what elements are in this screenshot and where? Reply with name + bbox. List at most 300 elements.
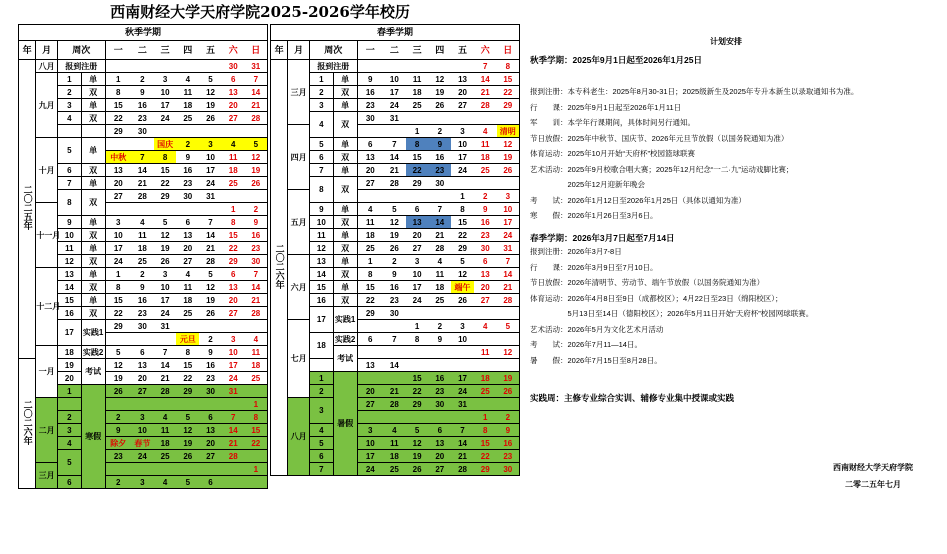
day-cell [245, 385, 268, 398]
day-cell: 15 [222, 229, 245, 242]
month-cell: 八月 [288, 398, 310, 476]
autumn-lines-line: 艺术活动：2025年9月校歌合唱大赛；2025年12月纪念“一二·九”运动戏脚比赛； [530, 164, 794, 174]
day-cell: 21 [497, 281, 520, 294]
day-cell: 23 [176, 177, 199, 190]
day-cell: 10 [154, 281, 177, 294]
day-cell: 4 [357, 203, 383, 216]
day-cell: 27 [357, 398, 383, 411]
day-cell: 23 [428, 385, 451, 398]
day-cell: 17 [406, 281, 429, 294]
day-cell [357, 346, 383, 359]
week-type: 实践1 [333, 307, 357, 333]
day-cell: 28 [154, 385, 177, 398]
day-cell: 8 [451, 203, 474, 216]
day-cell: 24 [451, 385, 474, 398]
day-cell: 6 [222, 73, 245, 86]
day-cell: 24 [131, 450, 154, 463]
day-cell: 10 [357, 437, 383, 450]
autumn-lines-line: 节日放假：2025年中秋节、国庆节、2026年元旦节放假（以国务院通知为准） [530, 133, 789, 143]
day-cell: 28 [428, 242, 451, 255]
day-cell: 25 [428, 294, 451, 307]
day-cell [222, 398, 245, 411]
day-cell: 12 [497, 138, 520, 151]
autumn-header: 秋季学期 [19, 25, 268, 41]
day-cell: 5 [451, 255, 474, 268]
day-cell: 9 [199, 346, 222, 359]
day-cell: 28 [199, 255, 222, 268]
col-wed: 三 [406, 41, 429, 60]
day-cell: 2 [428, 125, 451, 138]
day-cell [131, 138, 154, 151]
day-cell: 4 [474, 320, 497, 333]
day-cell: 1 [357, 255, 383, 268]
week-number: 1 [57, 385, 81, 398]
autumn-calendar-table [18, 24, 268, 489]
autumn-lines-line: 报到注册：本专科老生：2025年8月30-31日；2025级新生及2025年专升本新生以录取通知书为准。 [530, 87, 859, 96]
col-tue: 二 [131, 41, 154, 60]
month-cell: 二月 [36, 398, 58, 463]
day-cell: 18 [176, 99, 199, 112]
day-cell: 16 [245, 229, 268, 242]
day-cell: 25 [176, 307, 199, 320]
day-cell [222, 320, 245, 333]
day-cell: 28 [474, 99, 497, 112]
day-cell: 4 [176, 268, 199, 281]
week-number: 2 [309, 385, 333, 398]
day-cell: 27 [222, 112, 245, 125]
day-cell: 12 [383, 216, 406, 229]
day-cell: 15 [474, 437, 497, 450]
day-cell [451, 112, 474, 125]
day-cell: 2 [105, 476, 131, 489]
day-cell: 5 [497, 320, 520, 333]
day-cell: 20 [222, 99, 245, 112]
day-cell: 24 [154, 112, 177, 125]
week-number [309, 359, 333, 372]
day-cell: 4 [176, 73, 199, 86]
month-cell: 七月 [288, 320, 310, 398]
day-cell: 7 [154, 346, 177, 359]
day-cell: 11 [154, 424, 177, 437]
day-cell: 16 [428, 151, 451, 164]
day-cell: 30 [222, 60, 245, 73]
col-month: 月 [288, 41, 310, 60]
day-cell: 5 [406, 424, 429, 437]
day-cell: 19 [428, 86, 451, 99]
week-number: 11 [57, 242, 81, 255]
day-cell: 28 [245, 307, 268, 320]
autumn-lines-line: 考 试：2026年1月12日至2026年1月25日（具体以通知为准） [530, 195, 746, 205]
day-cell: 1 [406, 125, 429, 138]
day-cell [383, 190, 406, 203]
week-type: 实践2 [334, 334, 356, 344]
day-cell: 23 [199, 372, 222, 385]
day-cell: 10 [383, 73, 406, 86]
day-cell: 15 [176, 359, 199, 372]
day-cell: 7 [383, 333, 406, 346]
week-number: 16 [309, 294, 333, 307]
day-cell: 11 [406, 73, 429, 86]
day-cell: 14 [222, 424, 245, 437]
week-number: 2 [57, 86, 81, 99]
day-cell: 25 [383, 463, 406, 476]
day-cell: 21 [154, 372, 177, 385]
week-number: 20 [57, 372, 81, 385]
week-number: 4 [57, 437, 81, 450]
week-row [271, 190, 520, 203]
day-cell: 10 [406, 268, 429, 281]
day-cell: 9 [428, 333, 451, 346]
day-cell [497, 177, 520, 190]
day-cell: 元旦 [176, 333, 199, 346]
day-cell: 18 [154, 437, 177, 450]
day-cell: 2 [105, 411, 131, 424]
week-number: 3 [309, 99, 333, 112]
day-cell [199, 125, 222, 138]
practice-note: 实践周：主修专业综合实训、辅修专业集中授课或实践 [530, 393, 735, 403]
day-cell [474, 177, 497, 190]
day-cell: 25 [176, 112, 199, 125]
day-cell: 24 [383, 99, 406, 112]
day-cell [357, 60, 383, 73]
day-cell: 端午 [451, 281, 474, 294]
day-cell [451, 346, 474, 359]
week-type: 单 [81, 268, 105, 281]
day-cell: 22 [406, 164, 429, 177]
day-cell: 28 [383, 177, 406, 190]
day-cell: 31 [154, 320, 177, 333]
day-cell: 28 [383, 398, 406, 411]
day-cell [497, 307, 520, 320]
day-cell: 21 [222, 437, 245, 450]
day-cell: 17 [451, 151, 474, 164]
day-cell: 22 [222, 242, 245, 255]
day-cell: 27 [105, 190, 131, 203]
day-cell: 4 [154, 411, 177, 424]
day-cell: 1 [222, 203, 245, 216]
day-cell: 7 [497, 255, 520, 268]
week-type: 单 [81, 216, 105, 229]
day-cell: 8 [222, 216, 245, 229]
month-cell: 三月 [288, 60, 310, 125]
day-cell: 30 [497, 463, 520, 476]
day-cell: 23 [383, 294, 406, 307]
day-cell: 29 [474, 463, 497, 476]
day-cell [406, 112, 429, 125]
day-cell: 25 [474, 164, 497, 177]
day-cell [383, 411, 406, 424]
week-type: 单 [333, 281, 357, 294]
week-type: 考试 [333, 346, 357, 372]
day-cell: 4 [131, 216, 154, 229]
day-cell: 10 [105, 229, 131, 242]
day-cell: 16 [131, 99, 154, 112]
day-cell [451, 60, 474, 73]
day-cell: 18 [245, 359, 268, 372]
day-cell [474, 112, 497, 125]
day-cell: 27 [474, 294, 497, 307]
day-cell: 19 [199, 99, 222, 112]
day-cell: 30 [474, 242, 497, 255]
spring-lines-line: 5月13日至14日（德阳校区）；2026年5月11日开始“天府杯”校园网球联赛。 [530, 309, 814, 318]
day-cell: 20 [357, 164, 383, 177]
day-cell: 13 [199, 424, 222, 437]
day-cell: 23 [245, 242, 268, 255]
day-cell: 14 [497, 268, 520, 281]
day-cell: 4 [154, 476, 177, 489]
day-cell: 9 [131, 86, 154, 99]
spring-lines-line: 暑 假：2026年7月15日至8月28日。 [530, 355, 662, 365]
day-cell: 2 [497, 411, 520, 424]
day-cell [406, 190, 429, 203]
day-cell: 17 [357, 450, 383, 463]
day-cell: 3 [451, 125, 474, 138]
day-cell [245, 190, 268, 203]
day-cell [176, 125, 199, 138]
week-type: 双 [81, 112, 105, 125]
day-cell: 26 [105, 385, 131, 398]
day-cell: 14 [383, 151, 406, 164]
col-week: 周次 [57, 41, 105, 60]
day-cell: 11 [474, 138, 497, 151]
day-cell: 16 [176, 164, 199, 177]
day-cell: 2 [428, 320, 451, 333]
week-number: 15 [57, 294, 81, 307]
day-cell [357, 125, 383, 138]
week-type: 单 [333, 164, 357, 177]
day-cell [451, 177, 474, 190]
day-cell: 21 [199, 242, 222, 255]
week-type: 单 [333, 229, 357, 242]
col-sun: 日 [245, 41, 268, 60]
day-cell: 20 [357, 385, 383, 398]
day-cell [154, 333, 177, 346]
day-cell: 18 [131, 242, 154, 255]
day-cell [105, 333, 131, 346]
year-label: 二〇二五年 [22, 185, 33, 230]
spring-calendar-table [270, 24, 520, 476]
week-type: 双 [333, 268, 357, 281]
day-cell: 7 [245, 73, 268, 86]
month-cell: 九月 [36, 73, 58, 138]
col-wed: 三 [154, 41, 177, 60]
day-cell: 2 [131, 73, 154, 86]
day-cell: 3 [131, 476, 154, 489]
day-cell: 8 [474, 424, 497, 437]
day-cell: 29 [222, 255, 245, 268]
col-week: 周次 [309, 41, 357, 60]
day-cell [428, 411, 451, 424]
day-cell: 18 [357, 229, 383, 242]
week-row [19, 398, 268, 411]
day-cell: 5 [105, 346, 131, 359]
plan-heading: 计划安排 [710, 37, 742, 46]
day-cell: 27 [199, 450, 222, 463]
day-cell: 22 [154, 177, 177, 190]
day-cell: 21 [383, 385, 406, 398]
day-cell: 2 [199, 333, 222, 346]
day-cell: 29 [154, 190, 177, 203]
day-cell: 14 [451, 437, 474, 450]
day-cell [105, 60, 131, 73]
day-cell: 27 [357, 177, 383, 190]
day-cell [497, 112, 520, 125]
day-cell [199, 203, 222, 216]
day-cell: 17 [154, 294, 177, 307]
day-cell: 16 [497, 437, 520, 450]
week-number: 17 [309, 307, 333, 333]
day-cell: 19 [154, 242, 177, 255]
day-cell: 23 [474, 229, 497, 242]
week-type: 单 [81, 294, 105, 307]
week-number: 12 [309, 242, 333, 255]
autumn-lines-line: 寒 假：2026年1月26日至3月6日。 [530, 211, 658, 220]
signature-org: 西南财经大学天府学院 [833, 463, 913, 472]
week-row [19, 60, 268, 73]
day-cell: 4 [222, 138, 245, 151]
day-cell: 12 [406, 437, 429, 450]
day-cell: 17 [222, 359, 245, 372]
day-cell: 10 [451, 333, 474, 346]
day-cell: 21 [245, 99, 268, 112]
day-cell: 23 [131, 307, 154, 320]
day-cell: 9 [176, 151, 199, 164]
day-cell: 2 [176, 138, 199, 151]
day-cell [406, 359, 429, 372]
month-cell: 六月 [288, 255, 310, 320]
day-cell [383, 372, 406, 385]
day-cell: 26 [199, 307, 222, 320]
day-cell: 25 [154, 450, 177, 463]
day-cell: 4 [383, 424, 406, 437]
day-cell [474, 333, 497, 346]
day-cell: 12 [176, 424, 199, 437]
week-number: 1 [309, 372, 333, 385]
week-number: 18 [57, 346, 81, 359]
day-cell [451, 359, 474, 372]
day-cell [199, 320, 222, 333]
day-cell: 6 [428, 424, 451, 437]
day-cell: 27 [406, 242, 429, 255]
day-cell: 24 [105, 255, 131, 268]
day-cell: 13 [474, 268, 497, 281]
autumn-lines-line: 体育运动：2025年10月开始“天府杯”校园篮球联赛 [530, 149, 696, 158]
day-cell: 20 [199, 437, 222, 450]
day-cell [357, 190, 383, 203]
day-cell: 16 [428, 372, 451, 385]
day-cell: 26 [154, 255, 177, 268]
day-cell: 2 [245, 203, 268, 216]
month-cell: 三月 [36, 463, 58, 489]
day-cell: 14 [474, 73, 497, 86]
day-cell: 12 [245, 151, 268, 164]
day-cell: 20 [406, 229, 429, 242]
day-cell: 7 [383, 138, 406, 151]
week-row [19, 138, 268, 151]
day-cell: 11 [245, 346, 268, 359]
day-cell: 23 [105, 450, 131, 463]
week-type: 双 [81, 164, 105, 177]
day-cell: 17 [383, 86, 406, 99]
day-cell: 20 [474, 281, 497, 294]
day-cell [176, 320, 199, 333]
day-cell: 24 [497, 229, 520, 242]
day-cell: 14 [131, 164, 154, 177]
day-cell: 20 [176, 242, 199, 255]
day-cell: 13 [105, 164, 131, 177]
day-cell: 26 [199, 112, 222, 125]
day-cell: 1 [406, 320, 429, 333]
week-type [81, 125, 105, 138]
week-number: 3 [57, 424, 81, 437]
week-number: 10 [309, 216, 333, 229]
day-cell: 19 [406, 450, 429, 463]
day-cell: 8 [406, 138, 429, 151]
spring-lines-line: 艺术活动：2026年5月为文化艺术月活动 [530, 324, 664, 334]
day-cell [497, 359, 520, 372]
col-year: 年 [271, 41, 288, 60]
day-cell: 7 [245, 268, 268, 281]
day-cell: 26 [451, 294, 474, 307]
day-cell: 17 [154, 99, 177, 112]
week-number: 12 [57, 255, 81, 268]
day-cell [406, 411, 429, 424]
day-cell: 除夕 [105, 437, 131, 450]
day-cell: 25 [245, 372, 268, 385]
spring-lines-line: 节日放假：2026年清明节、劳动节、端午节放假（以国务院通知为准） [530, 278, 765, 287]
autumn-lines-line: 2025年12月迎新年晚会 [530, 180, 646, 189]
day-cell [105, 398, 131, 411]
day-cell: 18 [406, 86, 429, 99]
day-cell: 6 [176, 216, 199, 229]
day-cell: 4 [474, 125, 497, 138]
day-cell: 8 [497, 60, 520, 73]
day-cell [176, 60, 199, 73]
day-cell [222, 125, 245, 138]
day-cell: 19 [497, 151, 520, 164]
week-number: 6 [57, 164, 81, 177]
day-cell [357, 372, 383, 385]
day-cell: 春节 [131, 437, 154, 450]
day-cell: 31 [451, 398, 474, 411]
month-cell: 十二月 [36, 268, 58, 346]
day-cell [154, 203, 177, 216]
day-cell: 30 [245, 255, 268, 268]
day-cell [451, 307, 474, 320]
day-cell: 8 [245, 411, 268, 424]
day-cell: 30 [428, 177, 451, 190]
day-cell: 15 [105, 294, 131, 307]
day-cell [222, 190, 245, 203]
day-cell [154, 398, 177, 411]
day-cell [428, 112, 451, 125]
week-row [19, 346, 268, 359]
week-number: 6 [309, 151, 333, 164]
day-cell: 12 [497, 346, 520, 359]
day-cell: 10 [497, 203, 520, 216]
week-type: 双 [81, 229, 105, 242]
day-cell: 6 [131, 346, 154, 359]
day-cell: 18 [383, 450, 406, 463]
day-cell: 25 [357, 242, 383, 255]
day-cell: 31 [497, 242, 520, 255]
day-cell: 8 [176, 346, 199, 359]
day-cell: 27 [451, 99, 474, 112]
day-cell [497, 333, 520, 346]
col-sat: 六 [474, 41, 497, 60]
day-cell: 清明 [497, 125, 520, 138]
month-cell: 五月 [288, 190, 310, 255]
